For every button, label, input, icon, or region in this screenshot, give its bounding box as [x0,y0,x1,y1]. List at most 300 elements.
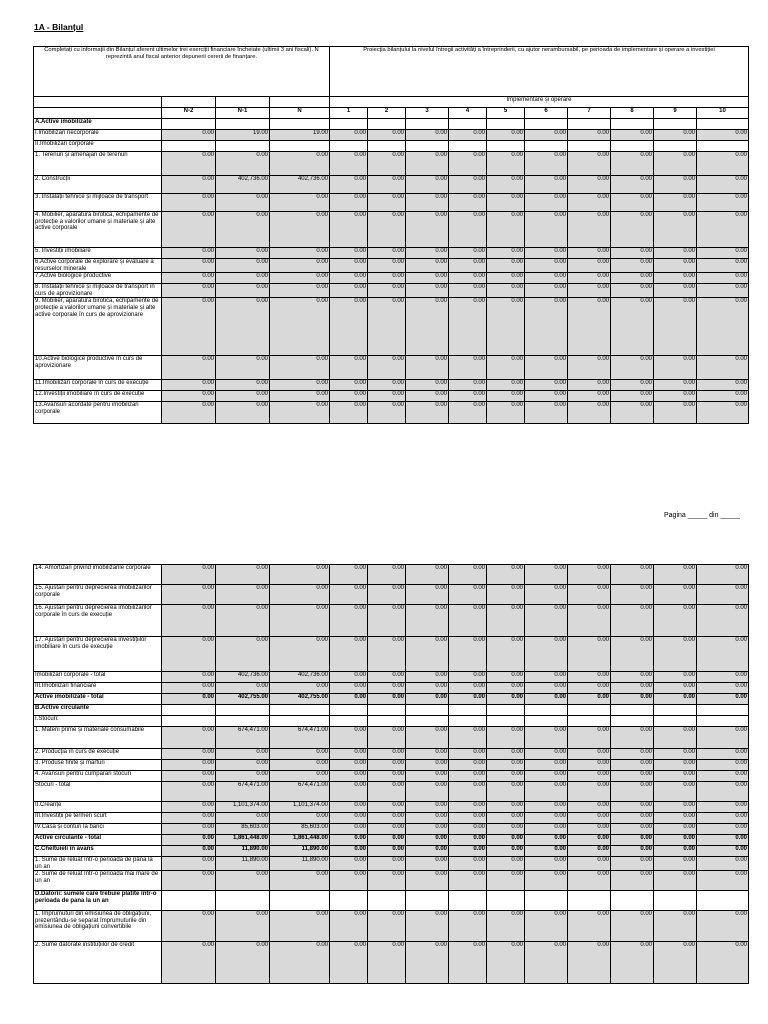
value-cell: 0.00 [368,813,406,824]
value-cell: 0.00 [368,846,406,857]
value-cell: 0.00 [368,402,406,424]
value-cell: 0.00 [368,194,406,212]
value-cell: 0.00 [568,771,611,782]
value-cell: 0.00 [654,694,697,705]
value-cell: 0.00 [568,835,611,846]
value-cell: 0.00 [525,760,568,771]
value-cell: 0.00 [330,760,368,771]
value-cell: 0.00 [611,942,654,984]
value-cell: 0.00 [330,284,368,298]
value-cell: 0.00 [525,212,568,248]
value-cell: 0.00 [330,298,368,356]
value-cell: 0.00 [162,846,216,857]
value-cell: 0.00 [654,683,697,694]
table-row [34,749,749,760]
blank-cell [697,141,749,152]
column-header: 1 [330,108,368,119]
table-row [34,782,749,802]
value-cell: 0.00 [568,911,611,942]
value-cell: 0.00 [568,942,611,984]
value-cell: 11,890.00 [270,846,330,857]
value-cell: 0.00 [406,152,449,176]
blank-cell [487,119,525,130]
value-cell: 0.00 [568,871,611,891]
table-row [34,176,749,194]
intro-historic: Completați cu informații din Bilanțul aferent ultimelor trei exerciții financiare încheiate (ultimii 3 ani fiscali). N reprezintă anul fiscal anterior depunerii cererii de finanțare. [34,47,330,97]
value-cell: 0.00 [162,284,216,298]
value-cell: 0.00 [368,248,406,259]
value-cell: 1,861,448.00 [216,835,270,846]
value-cell: 0.00 [525,273,568,284]
value-cell: 0.00 [611,259,654,273]
value-cell: 0.00 [611,391,654,402]
value-cell: 0.00 [525,813,568,824]
value-cell: 0.00 [487,605,525,637]
value-cell: 0.00 [611,846,654,857]
value-cell: 0.00 [654,284,697,298]
value-cell: 0.00 [406,835,449,846]
value-cell: 0.00 [270,942,330,984]
column-header: 6 [525,108,568,119]
value-cell: 0.00 [162,565,216,585]
balance-sheet-table-1 [33,46,749,424]
table-row [34,298,749,356]
row-label: B.Active circulante [34,705,162,716]
value-cell: 0.00 [487,637,525,672]
value-cell: 0.00 [270,605,330,637]
table-row [34,857,749,871]
value-cell: 0.00 [449,749,487,760]
value-cell: 0.00 [270,356,330,380]
row-label: 8. Instalații tehnice și mijloace de transport în curs de aprovizionare [34,284,162,298]
value-cell: 0.00 [270,871,330,891]
column-header: N-1 [216,108,270,119]
table-row [34,705,749,716]
value-cell: 0.00 [162,176,216,194]
value-cell: 0.00 [525,298,568,356]
value-cell: 0.00 [487,911,525,942]
value-cell: 0.00 [449,402,487,424]
value-cell: 0.00 [697,585,749,605]
table-row [34,284,749,298]
value-cell: 0.00 [525,871,568,891]
value-cell: 0.00 [487,176,525,194]
value-cell: 0.00 [368,672,406,683]
value-cell: 0.00 [697,152,749,176]
value-cell: 0.00 [270,637,330,672]
blank-cell [611,119,654,130]
value-cell: 85,603.00 [216,824,270,835]
value-cell: 0.00 [162,248,216,259]
value-cell: 0.00 [368,727,406,749]
value-cell: 0.00 [216,194,270,212]
blank-cell [697,891,749,911]
blank-cell [406,716,449,727]
value-cell: 0.00 [654,749,697,760]
blank-cell [162,716,216,727]
value-cell: 0.00 [449,637,487,672]
value-cell: 0.00 [697,298,749,356]
value-cell: 0.00 [162,273,216,284]
blank-cell [368,716,406,727]
value-cell: 0.00 [368,284,406,298]
value-cell: 0.00 [611,248,654,259]
value-cell: 0.00 [270,212,330,248]
blank-cell [368,891,406,911]
row-label: 2. Producția în curs de execuție [34,749,162,760]
value-cell: 0.00 [406,846,449,857]
value-cell: 0.00 [568,760,611,771]
value-cell: 0.00 [697,760,749,771]
value-cell: 0.00 [697,802,749,813]
balance-sheet-table-2 [33,564,749,984]
value-cell: 0.00 [611,760,654,771]
value-cell: 0.00 [611,402,654,424]
value-cell: 0.00 [611,824,654,835]
value-cell: 0.00 [697,911,749,942]
value-cell: 0.00 [406,380,449,391]
value-cell: 0.00 [487,694,525,705]
value-cell: 0.00 [449,802,487,813]
value-cell: 0.00 [611,683,654,694]
value-cell: 0.00 [368,694,406,705]
value-cell: 0.00 [162,824,216,835]
blank-cell [406,891,449,911]
value-cell: 0.00 [654,835,697,846]
table-row [34,835,749,846]
value-cell: 0.00 [449,565,487,585]
value-cell: 0.00 [330,605,368,637]
row-label: 4. Avansuri pentru cumpărari stocuri [34,771,162,782]
value-cell: 0.00 [697,942,749,984]
value-cell: 0.00 [568,356,611,380]
value-cell: 0.00 [330,694,368,705]
blank-cell [525,716,568,727]
value-cell: 0.00 [216,152,270,176]
blank-cell [611,891,654,911]
value-cell: 0.00 [330,835,368,846]
row-label: 3. Instalații tehnice și mijloace de transport [34,194,162,212]
value-cell: 0.00 [568,749,611,760]
value-cell: 0.00 [368,942,406,984]
value-cell: 0.00 [697,857,749,871]
blank-cell [270,141,330,152]
value-cell: 0.00 [270,194,330,212]
value-cell: 0.00 [697,771,749,782]
table-row [34,585,749,605]
value-cell: 0.00 [568,391,611,402]
value-cell: 0.00 [330,871,368,891]
row-label: III.Investiții pe termen scurt [34,813,162,824]
value-cell: 0.00 [525,637,568,672]
value-cell: 0.00 [449,259,487,273]
table-row [34,871,749,891]
value-cell: 0.00 [487,298,525,356]
value-cell: 0.00 [449,298,487,356]
table-row [34,694,749,705]
row-label: 6.Active corporale de explorare și evaluare a resurselor minerale [34,259,162,273]
value-cell: 0.00 [449,824,487,835]
value-cell: 0.00 [216,585,270,605]
value-cell: 0.00 [568,605,611,637]
value-cell: 0.00 [162,672,216,683]
row-label: 7.Active biologice productive [34,273,162,284]
value-cell: 0.00 [568,672,611,683]
value-cell: 0.00 [525,672,568,683]
blank-cell [654,716,697,727]
blank-cell [330,119,368,130]
value-cell: 0.00 [216,942,270,984]
table-row [34,727,749,749]
column-header: 3 [406,108,449,119]
value-cell: 0.00 [270,749,330,760]
value-cell: 0.00 [406,871,449,891]
value-cell: 0.00 [406,694,449,705]
value-cell: 0.00 [487,871,525,891]
value-cell: 0.00 [568,284,611,298]
value-cell: 0.00 [611,771,654,782]
value-cell: 0.00 [270,402,330,424]
value-cell: 0.00 [525,683,568,694]
value-cell: 0.00 [568,727,611,749]
value-cell: 0.00 [406,760,449,771]
row-label: 1. Materii prime și materiale consumabile [34,727,162,749]
row-label: 1. Împrumuturi din emisiunea de obligațiuni, prezentându-se separat împrumuturile din emisiunea de obligațiuni convertibile [34,911,162,942]
value-cell: 0.00 [270,771,330,782]
value-cell: 0.00 [525,749,568,760]
blank-cell [449,705,487,716]
table-row [34,683,749,694]
blank-cell [697,705,749,716]
value-cell: 0.00 [330,727,368,749]
value-cell: 0.00 [525,802,568,813]
value-cell: 0.00 [487,857,525,871]
value-cell: 0.00 [525,130,568,141]
value-cell: 0.00 [487,802,525,813]
value-cell: 0.00 [216,683,270,694]
value-cell: 0.00 [449,760,487,771]
value-cell: 0.00 [162,356,216,380]
value-cell: 0.00 [487,942,525,984]
table-row [34,380,749,391]
row-label: A.Active imobilizate [34,119,162,130]
blank-cell [449,119,487,130]
value-cell: 0.00 [449,782,487,802]
value-cell: 0.00 [216,212,270,248]
blank-cell [330,716,368,727]
value-cell: 0.00 [216,259,270,273]
value-cell: 0.00 [697,749,749,760]
value-cell: 0.00 [525,771,568,782]
value-cell: 0.00 [697,356,749,380]
blank-cell [270,716,330,727]
value-cell: 0.00 [162,871,216,891]
value-cell: 0.00 [611,857,654,871]
value-cell: 0.00 [697,130,749,141]
value-cell: 0.00 [368,356,406,380]
value-cell: 0.00 [162,298,216,356]
value-cell: 0.00 [611,194,654,212]
value-cell: 402,736.00 [216,176,270,194]
value-cell: 402,736.00 [216,672,270,683]
value-cell: 0.00 [697,683,749,694]
value-cell: 0.00 [162,782,216,802]
value-cell: 0.00 [654,857,697,871]
value-cell: 0.00 [406,911,449,942]
value-cell: 0.00 [487,130,525,141]
value-cell: 0.00 [449,857,487,871]
value-cell: 0.00 [368,911,406,942]
value-cell: 0.00 [487,380,525,391]
table-row [34,846,749,857]
value-cell: 0.00 [270,585,330,605]
value-cell: 0.00 [568,694,611,705]
value-cell: 0.00 [406,402,449,424]
value-cell: 402,755.00 [216,694,270,705]
intro-projection: Proiecția bilanțului la nivelul întregii activități a întreprinderii, cu ajutor nerambursabil, pe perioada de implementare și operare a investiției [330,47,749,97]
value-cell: 0.00 [330,176,368,194]
row-label: 15. Ajustări pentru deprecierea imobilizărilor corporale [34,585,162,605]
value-cell: 0.00 [654,824,697,835]
value-cell: 0.00 [568,298,611,356]
value-cell: 0.00 [216,637,270,672]
value-cell: 0.00 [406,194,449,212]
value-cell: 0.00 [270,298,330,356]
value-cell: 0.00 [216,284,270,298]
blank-cell [330,705,368,716]
value-cell: 0.00 [654,871,697,891]
table-row [34,356,749,380]
blank-cell [487,716,525,727]
row-label: 17. Ajustări pentru deprecierea investițiilor imobiliare în curs de execuție [34,637,162,672]
value-cell: 0.00 [611,130,654,141]
value-cell: 0.00 [611,871,654,891]
value-cell: 0.00 [330,273,368,284]
value-cell: 0.00 [330,356,368,380]
value-cell: 0.00 [525,402,568,424]
value-cell: 11,890.00 [270,857,330,871]
blank-cell [568,716,611,727]
row-label: Active circulante - total [34,835,162,846]
value-cell: 0.00 [697,380,749,391]
value-cell: 0.00 [654,273,697,284]
value-cell: 0.00 [270,813,330,824]
value-cell: 0.00 [654,248,697,259]
value-cell: 0.00 [654,782,697,802]
value-cell: 0.00 [568,813,611,824]
value-cell: 0.00 [368,824,406,835]
value-cell: 0.00 [487,284,525,298]
value-cell: 0.00 [162,911,216,942]
value-cell: 0.00 [568,824,611,835]
blank-cell [406,705,449,716]
value-cell: 0.00 [697,259,749,273]
value-cell: 1,861,448.00 [270,835,330,846]
value-cell: 0.00 [697,835,749,846]
value-cell: 0.00 [368,871,406,891]
value-cell: 0.00 [654,356,697,380]
value-cell: 0.00 [368,130,406,141]
blank-cell [654,119,697,130]
value-cell: 0.00 [406,391,449,402]
value-cell: 674,471.00 [216,727,270,749]
value-cell: 0.00 [406,298,449,356]
value-cell: 0.00 [330,194,368,212]
value-cell: 674,471.00 [270,782,330,802]
value-cell: 0.00 [568,259,611,273]
value-cell: 0.00 [568,402,611,424]
value-cell: 0.00 [525,942,568,984]
table-row [34,402,749,424]
value-cell: 0.00 [162,605,216,637]
table-row [34,565,749,585]
value-cell: 0.00 [487,391,525,402]
value-cell: 0.00 [449,771,487,782]
value-cell: 0.00 [368,259,406,273]
blank-cell [368,119,406,130]
row-label: 5. Investiții imobiliare [34,248,162,259]
value-cell: 0.00 [697,824,749,835]
value-cell: 0.00 [697,391,749,402]
value-cell: 0.00 [162,802,216,813]
value-cell: 402,736.00 [270,672,330,683]
table-row [34,119,749,130]
value-cell: 0.00 [330,402,368,424]
value-cell: 0.00 [162,727,216,749]
row-label: 11.Imobilizări corporale în curs de execuție [34,380,162,391]
value-cell: 0.00 [568,248,611,259]
value-cell: 0.00 [216,771,270,782]
value-cell: 0.00 [654,380,697,391]
value-cell: 0.00 [162,194,216,212]
blank-cell [568,891,611,911]
value-cell: 0.00 [406,248,449,259]
row-label: Stocuri - total [34,782,162,802]
row-label: 13.Avansuri acordate pentru imobilizări corporale [34,402,162,424]
value-cell: 402,755.00 [270,694,330,705]
table-row [34,273,749,284]
value-cell: 0.00 [449,846,487,857]
value-cell: 0.00 [162,771,216,782]
value-cell: 0.00 [449,152,487,176]
value-cell: 0.00 [406,727,449,749]
value-cell: 0.00 [697,212,749,248]
value-cell: 0.00 [697,672,749,683]
value-cell: 19.00 [216,130,270,141]
row-label: I.Imobilizări necorporale [34,130,162,141]
value-cell: 0.00 [654,911,697,942]
value-cell: 0.00 [611,727,654,749]
row-label: 2. Sume de reluat într-o perioadă mai mare de un an [34,871,162,891]
value-cell: 0.00 [368,585,406,605]
value-cell: 0.00 [162,683,216,694]
value-cell: 0.00 [487,672,525,683]
value-cell: 0.00 [270,380,330,391]
value-cell: 0.00 [487,212,525,248]
blank-cell [216,891,270,911]
blank-cell [611,141,654,152]
value-cell: 0.00 [449,813,487,824]
value-cell: 0.00 [568,152,611,176]
value-cell: 0.00 [697,871,749,891]
value-cell: 0.00 [270,911,330,942]
blank-cell [270,705,330,716]
value-cell: 0.00 [406,824,449,835]
blank-cell [611,705,654,716]
value-cell: 0.00 [611,176,654,194]
value-cell: 0.00 [162,813,216,824]
value-cell: 0.00 [611,672,654,683]
